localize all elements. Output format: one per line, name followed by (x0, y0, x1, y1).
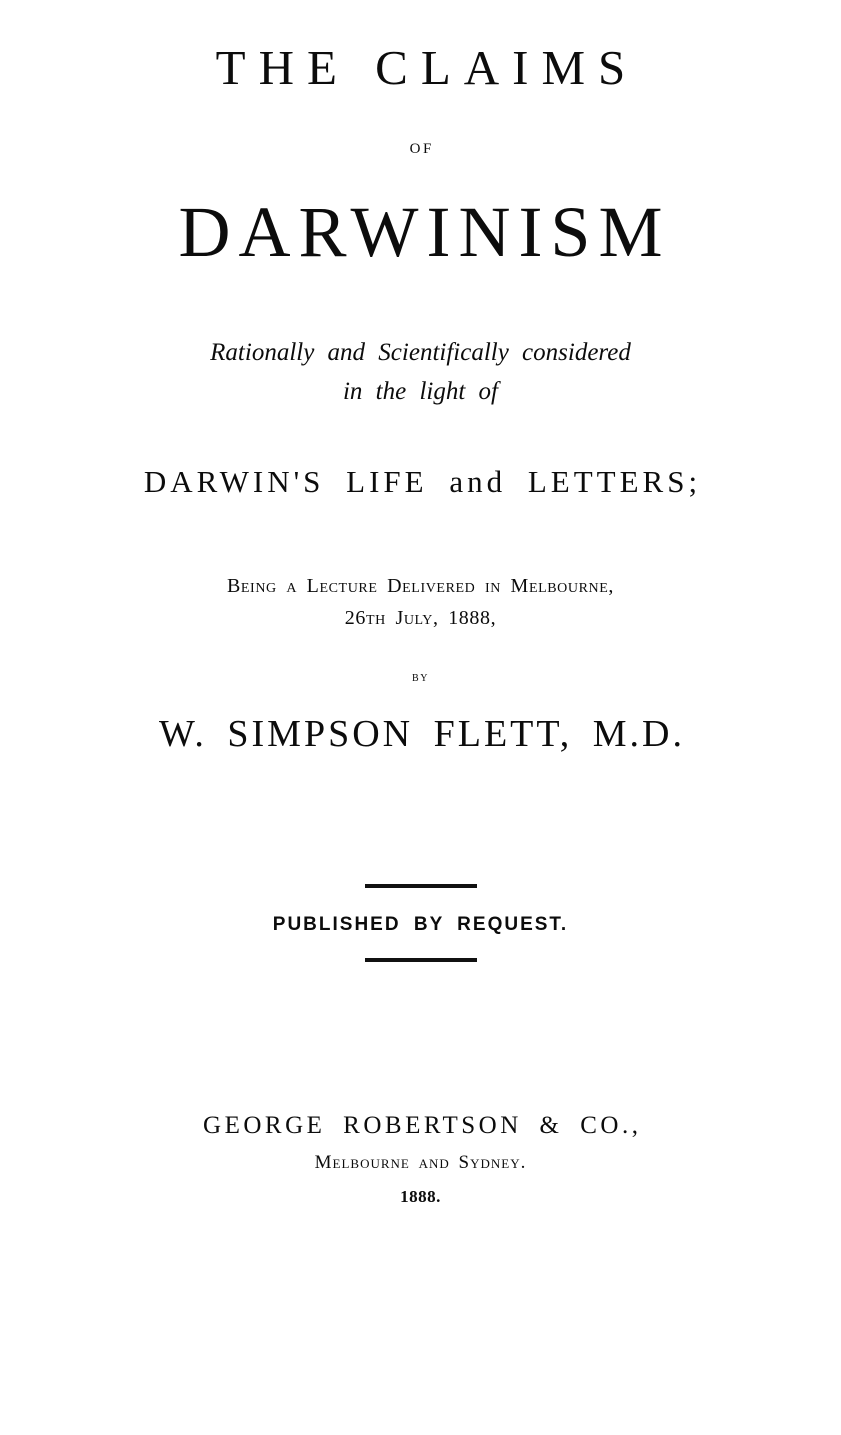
published-by-request-block (40, 884, 801, 962)
rule-top (365, 884, 477, 888)
subtitle (40, 334, 801, 412)
author-name: W. SIMPSON FLETT, M.D. (159, 712, 685, 755)
publisher-name: GEORGE ROBERTSON & CO., (203, 1111, 642, 1139)
page-title-line-1: THE CLAIMS (215, 40, 639, 95)
lecture-note-line-2: 26th July, 1888, (344, 606, 497, 629)
page-title-of: OF (409, 141, 434, 158)
subtitle-line-1: Rationally and Scientifically considered (210, 339, 631, 367)
lecture-note (40, 570, 801, 634)
page-title-line-2: DARWINISM (178, 192, 671, 273)
subtitle-line-2: in the light of (342, 378, 499, 406)
published-by-request-text: PUBLISHED BY REQUEST. (272, 913, 569, 935)
publication-year: 1888. (400, 1186, 441, 1206)
publisher-city: Melbourne and Sydney. (314, 1151, 527, 1173)
lecture-note-line-1: Being a Lecture Delivered in Melbourne, (226, 574, 615, 597)
title-page (0, 42, 841, 1435)
rule-bottom (365, 958, 477, 962)
byline-label: by (412, 669, 429, 685)
source-work-line: DARWIN'S LIFE and LETTERS; (143, 463, 702, 499)
publisher-imprint (40, 1112, 801, 1207)
